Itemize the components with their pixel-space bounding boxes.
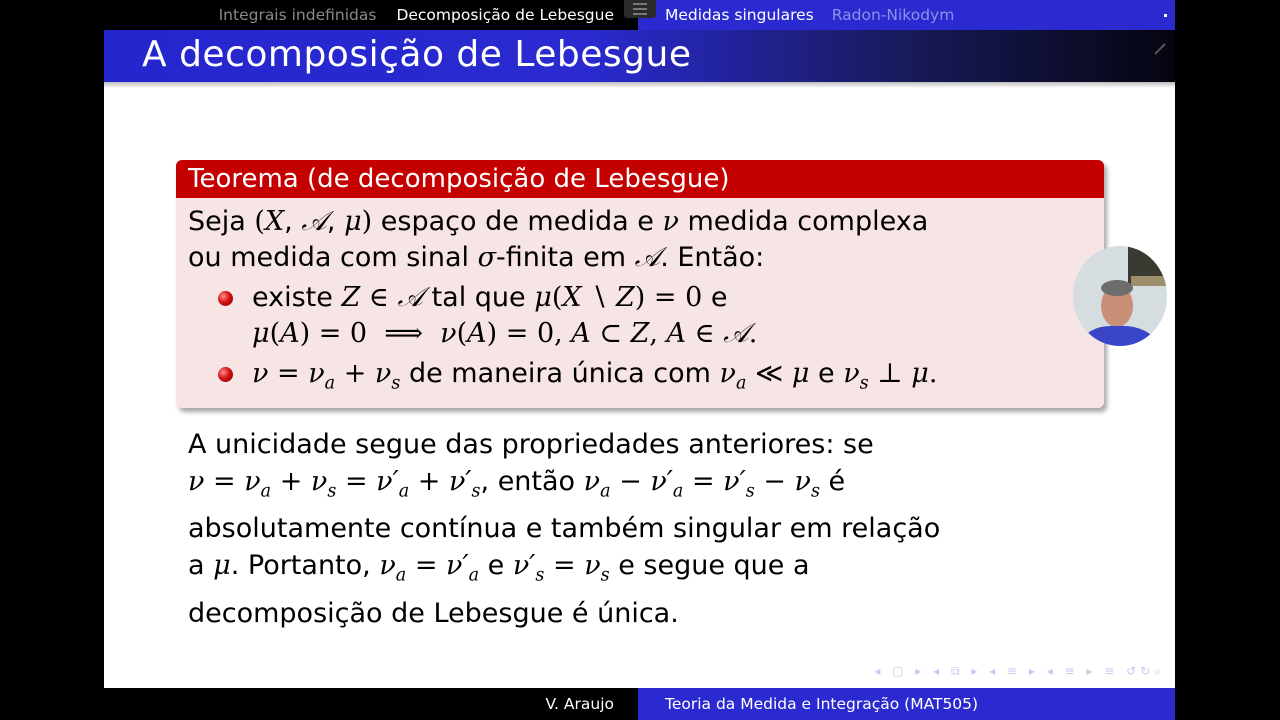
footer xyxy=(104,688,1175,720)
pen-icon[interactable] xyxy=(1153,42,1167,56)
uniqueness-paragraph xyxy=(188,426,1128,632)
para-line-2: $\nu = \nu_a + \nu_s = \nu'_a + \nu'_s$, então $\nu_a - \nu'_a = \nu'_s - \nu_s$ é xyxy=(188,466,846,502)
nav-section-integrais[interactable]: Integrais indefinidas xyxy=(218,6,377,24)
theorem-line-2: ou medida com sinal σ-finita em 𝒜. Então: xyxy=(188,242,765,273)
bullet1-exists: existe xyxy=(252,282,333,313)
nav-section-decomposicao[interactable]: Decomposição de Lebesgue xyxy=(396,6,614,24)
subsection-nav xyxy=(638,0,1175,30)
para-a: a xyxy=(188,550,205,582)
title-bar xyxy=(104,30,1175,82)
theorem-header: Teorema (de decomposição de Lebesgue) xyxy=(176,160,1104,198)
para-entao: então xyxy=(497,466,576,497)
para-line-3: absolutamente contínua e também singular em relação xyxy=(188,513,941,545)
nav-subsection-medidas-singulares[interactable]: Medidas singulares xyxy=(665,6,814,24)
theorem-body xyxy=(176,198,1104,401)
bullet-icon xyxy=(218,367,233,382)
para-line-5: decomposição de Lebesgue é única. xyxy=(188,597,679,629)
slide xyxy=(104,0,1175,720)
theorem-line-1: Seja (X, 𝒜, μ) espaço de medida e ν medida complexa xyxy=(188,206,929,237)
theorem-line2-text2: -finita em xyxy=(496,242,627,273)
beamer-navigation-symbols[interactable]: ◂ ▢ ▸ ◂ ⧉ ▸ ◂ ≡ ▸ ◂ ≡ ▸ ≡ ↺↻⌕ xyxy=(874,664,1165,678)
theorem-block xyxy=(176,160,1104,408)
bullet2-e: e xyxy=(818,358,835,389)
bullet-icon xyxy=(218,291,233,306)
bullet1-tal: tal que xyxy=(431,282,526,313)
footer-author: V. Araujo xyxy=(104,688,638,720)
webcam-avatar xyxy=(1073,246,1167,346)
top-navigation xyxy=(104,0,1175,30)
theorem-bullet-2: $\nu = \nu_a + \nu_s$ de maneira única com $\nu_a$ ≪ μ e $\nu_s$ ⊥ μ. xyxy=(188,356,1092,401)
para-line-1: A unicidade segue das propriedades anteriores: se xyxy=(188,429,874,460)
theorem-line2-text: ou medida com sinal xyxy=(188,242,470,273)
para-segue: e segue que a xyxy=(618,550,810,582)
nav-subsection-radon-nikodym[interactable]: Radon-Nikodym xyxy=(831,6,955,24)
footer-course: Teoria da Medida e Integração (MAT505) xyxy=(638,688,1175,720)
bullet2-text: de maneira única com xyxy=(408,358,711,389)
section-nav xyxy=(104,0,638,30)
bullet1-e: e xyxy=(710,282,728,313)
nav-progress-dot xyxy=(1164,14,1167,17)
para-e: e xyxy=(487,550,505,582)
menu-icon[interactable] xyxy=(624,0,656,18)
para-portanto: . Portanto, xyxy=(230,550,371,582)
theorem-intro-text: espaço de medida e xyxy=(380,206,654,237)
title-shadow xyxy=(104,82,1175,88)
para-line-4: a μ. Portanto, $\nu_a = \nu'_a$ e $\nu'_s = \nu_s$ e segue que a xyxy=(188,550,810,586)
slide-title: A decomposição de Lebesgue xyxy=(142,34,692,75)
theorem-bullet-1: existe Z ∈ 𝒜 tal que μ(X ∖ Z) = 0 e μ(A) = 0 ⟹ ν(A) = 0, A ⊂ Z, A ∈ 𝒜. xyxy=(188,280,1092,352)
theorem-intro-text2: medida complexa xyxy=(687,206,929,237)
theorem-line2-text3: . Então: xyxy=(660,242,765,273)
para-e-accent: é xyxy=(828,466,846,497)
